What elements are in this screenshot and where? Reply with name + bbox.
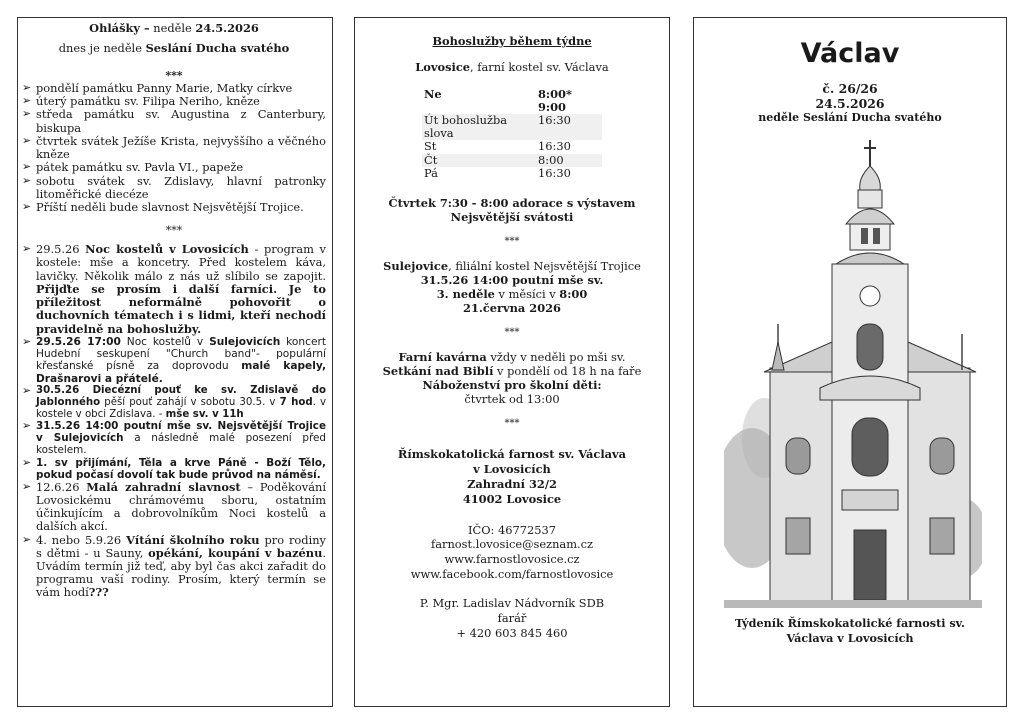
list-item: ➢ středa památku sv. Augustina z Canterbury, biskupa [22,107,326,135]
list-item: ➢ 4. nebo 5.9.26 Vítání školního roku pro rodiny s dětmi - u Sauny, opékání, koupání v bazénu. Uvádím termín již teď, aby byl čas akci zařadit do programu vaší rodiny. Prosím, který termín se vám hodí??? [22,532,326,600]
table-row [422,167,602,180]
list-item: ➢ 29.5.26 Noc kostelů v Lovosicích - program v kostele: mše a koncetry. Před kostelem káva, lavičky. Několik málo z nás už slíbilo se zapojit. Přijďte se prosím i další farníci. Je to příležitost neformálně pohovořit o duchovních tématech i s lidmi, kteří nechodí pravidelně na bohoslužby. [22,242,326,336]
religion-title: Náboženství pro školní děti: [422,378,602,393]
schedule-time: 8:00* 9:00 [538,87,572,115]
announcements-panel [17,17,333,707]
issue-date: 24.5.2026 [815,96,885,111]
email-link[interactable]: farnost.lovosice@seznam.cz [431,537,593,552]
sulejovice-sunday: 3. neděle v měsíci v 8:00 [436,287,588,302]
arrow-bullet-icon: ➢ [22,455,32,469]
list-item: ➢ pátek památku sv. Pavla VI., papeže [22,160,244,175]
arrow-bullet-icon: ➢ [22,419,32,433]
schedule-time: 8:00 [536,154,602,167]
announcements-header: Ohlášky – neděle 24.5.2026 [89,21,259,35]
schedule-day: St [424,139,437,154]
schedule-day: Čt [422,154,536,167]
arrow-bullet-icon: ➢ [22,133,32,147]
list-item: ➢ sobotu svátek sv. Zdislavy, hlavní patronky litoměřické diecéze [22,173,326,201]
cafe-line: Farní kavárna vždy v neděli po mši sv. [398,350,626,365]
issue-number: č. 26/26 [822,81,878,96]
table-row [422,140,602,153]
ico: IČO: 46772537 [468,522,556,537]
list-item: ➢ čtvrtek svátek Ježíše Krista, nejvyššího a věčného kněze [22,133,326,162]
religion-time: čtvrtek od 13:00 [464,392,560,407]
arrow-bullet-icon: ➢ [22,107,32,121]
table-row [422,114,602,140]
website-link[interactable]: www.farnostlovosice.cz [444,552,580,567]
list-item: ➢ úterý památku sv. Filipa Neriho, kněze [22,94,260,109]
list-item: ➢ 30.5.26 Diecézní pouť ke sv. Zdislavě do Jablonného pěší pouť zahájí v sobotu 30.5. v 7 hod. v kostele v obci Zdislava. - mše sv. v 11h [22,383,326,420]
arrow-bullet-icon: ➢ [22,532,32,546]
list-item: ➢ 1. sv přijímání, Těla a krve Páně - Boží Tělo, pokud počasí dovolí tak bude průvod na náměsí. [22,455,326,481]
schedule-time: 16:30 [536,114,602,140]
church-illustration [724,138,982,608]
schedule-day: Út bohoslužba slova [422,114,536,140]
separator: *** [504,236,520,248]
separator: *** [165,69,183,82]
newsletter-title: Václav [800,38,900,69]
memorial-list [22,82,326,214]
services-panel [354,17,670,707]
arrow-bullet-icon: ➢ [22,199,32,213]
arrow-bullet-icon: ➢ [22,242,32,256]
lovosice-heading: Lovosice, farní kostel sv. Václava [415,60,609,74]
arrow-bullet-icon: ➢ [22,383,32,397]
table-row [422,154,602,167]
bible-line: Setkání nad Biblí v pondělí od 18 h na faře [382,364,642,379]
arrow-bullet-icon: ➢ [22,173,32,187]
list-item: ➢ 12.6.26 Malá zahradní slavnost – Poděkování Lovosickému chrámovému sboru, ostatním účinkujícím a dobrovolníkům Noci kostelů a dalších akcí. [22,479,326,534]
schedule-day: Ne [424,87,442,101]
list-item: ➢ 31.5.26 14:00 poutní mše sv. Nejsvětější Trojice v Sulejovicích a následně malé posezení před kostelem. [22,419,326,457]
arrow-bullet-icon: ➢ [22,94,32,108]
schedule-day: Pá [424,165,438,180]
facebook-link[interactable]: www.facebook.com/farnostlovosice [410,567,614,582]
sulejovice-pilgrimage: 31.5.26 14:00 poutní mše sv. [420,273,604,288]
schedule-table [422,88,602,180]
today-line: dnes je neděle Seslání Ducha svatého [58,41,290,55]
sulejovice-heading: Sulejovice, filiální kostel Nejsvětější Trojice [383,259,641,274]
table-row [422,88,602,114]
separator: *** [165,224,183,238]
parish-contacts [355,523,669,582]
list-item: ➢ Příští neděli bude slavnost Nejsvětější Trojice. [22,199,304,214]
services-title: Bohoslužby během týdne [432,34,592,48]
list-item: ➢ 29.5.26 17:00 Noc kostelů v Sulejovicích koncert Hudební seskupení "Church band"- populární křesťanské písně za doprovodu malé kapely, Drašnarovi a přátelé. [22,334,326,385]
separator: *** [504,327,520,339]
arrow-bullet-icon: ➢ [22,334,32,348]
separator: *** [504,418,520,430]
adoration-text: Čtvrtek 7:30 - 8:00 adorace s výstavem Nejsvětější svátosti [388,195,636,225]
arrow-bullet-icon: ➢ [22,81,32,94]
list-item: ➢ pondělí památku Panny Marie, Matky církve [22,81,293,95]
schedule-time: 16:30 [538,165,571,180]
schedule-time: 16:30 [538,139,571,154]
priest-info: P. Mgr. Ladislav Nádvorník SDB farář + 420 603 845 460 [419,595,605,640]
arrow-bullet-icon: ➢ [22,160,32,174]
arrow-bullet-icon: ➢ [22,479,32,493]
weekly-subtitle: Týdeník Římskokatolické farnosti sv. Václava v Lovosicích [735,616,965,645]
sulejovice-date: 21.června 2026 [463,301,561,316]
events-list [22,243,326,599]
parish-address: Římskokatolická farnost sv. Václava v Lovosicích Zahradní 32/2 41002 Lovosice [397,447,627,506]
cover-panel [693,17,1007,707]
feast-name: neděle Seslání Ducha svatého [758,111,942,124]
